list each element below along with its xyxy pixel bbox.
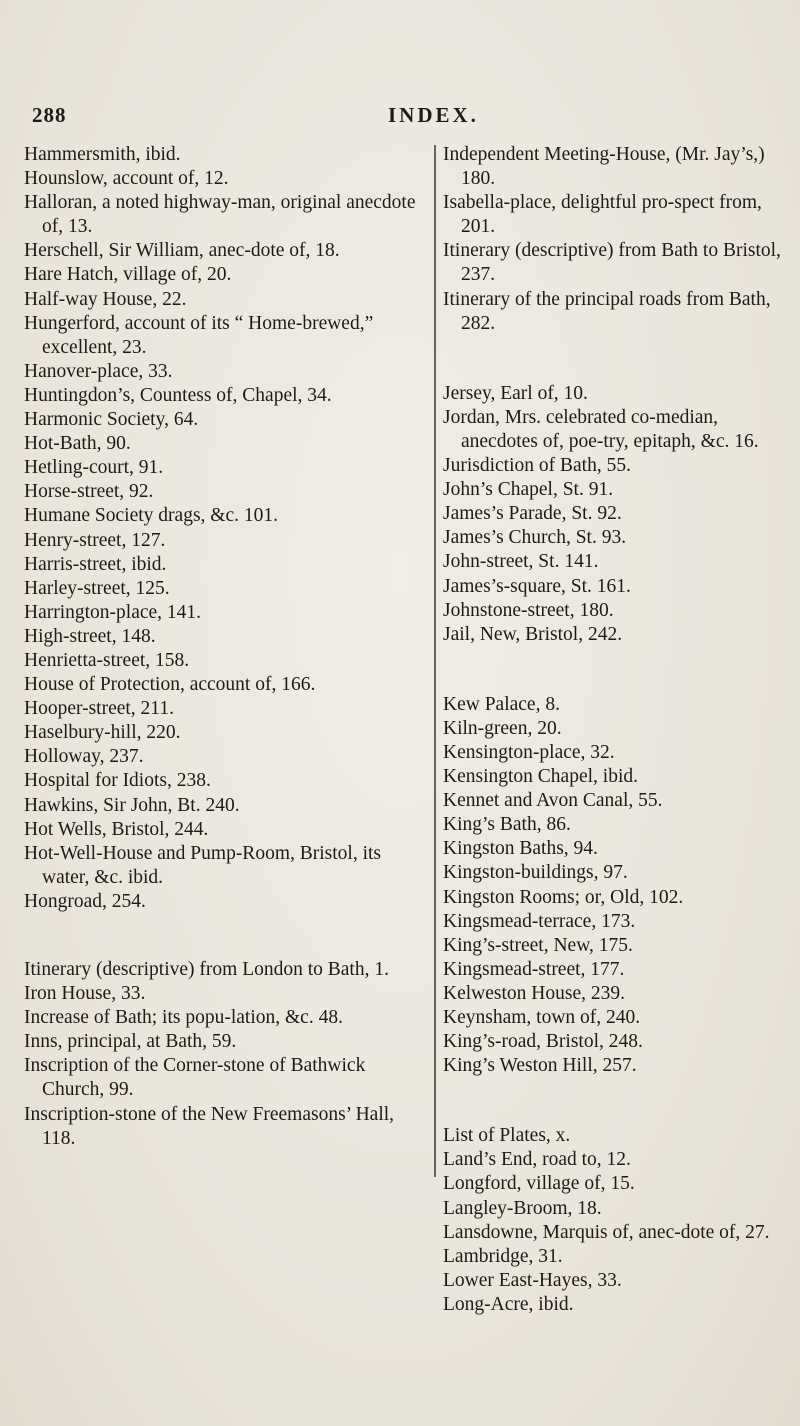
index-entry: Iron House, 33. (24, 983, 146, 1005)
index-entry: Herschell, Sir William, anec-dote of, 18. (24, 240, 340, 262)
index-entry: Kensington Chapel, ibid. (443, 766, 638, 788)
index-entry: House of Protection, account of, 166. (24, 674, 316, 696)
index-entry: Henry-street, 127. (24, 529, 166, 551)
section-gap (443, 1078, 793, 1124)
right-column (443, 143, 793, 1317)
index-entry: Harrington-place, 141. (24, 601, 202, 623)
column-divider (434, 145, 436, 1177)
index-entry: Kingston Rooms; or, Old, 102. (443, 886, 684, 908)
index-entry: Lambridge, 31. (443, 1245, 563, 1267)
index-entry: Henrietta-street, 158. (24, 649, 190, 671)
index-group-j (443, 382, 793, 647)
index-entry: Humane Society drags, &c. 101. (24, 505, 278, 527)
index-entry: Halloran, a noted highway-man, original anecdote of, 13. (24, 192, 416, 238)
index-entry: Harley-street, 125. (24, 577, 170, 599)
index-entry: Hetling-court, 91. (24, 457, 164, 479)
index-entry: High-street, 148. (24, 625, 156, 647)
index-entry: Jersey, Earl of, 10. (443, 382, 588, 404)
index-entry: Increase of Bath; its popu-lation, &c. 48. (24, 1007, 343, 1029)
index-entry: King’s Bath, 86. (443, 814, 571, 836)
index-entry: Independent Meeting-House, (Mr. Jay’s,) 180. (443, 144, 765, 190)
index-entry: Hawkins, Sir John, Bt. 240. (24, 794, 240, 816)
index-entry: Holloway, 237. (24, 746, 144, 768)
index-entry: Jordan, Mrs. celebrated co-median, anecdotes of, poe-try, epitaph, &c. 16. (443, 406, 759, 452)
index-entry: Kiln-green, 20. (443, 717, 562, 739)
left-column (24, 143, 427, 1151)
index-entry: Lower East-Hayes, 33. (443, 1269, 622, 1291)
index-entry: Longford, village of, 15. (443, 1173, 635, 1195)
index-entry: James’s Church, St. 93. (443, 527, 627, 549)
index-entry: Hospital for Idiots, 238. (24, 770, 211, 792)
index-entry: Keynsham, town of, 240. (443, 1007, 641, 1028)
index-entry: Half-way House, 22. (24, 288, 187, 310)
index-entry: List of Plates, x. (443, 1125, 571, 1147)
index-entry: Hanover-place, 33. (24, 360, 173, 382)
running-head: INDEX. (388, 103, 479, 127)
index-entry: Lansdowne, Marquis of, anec-dote of, 27. (443, 1221, 770, 1243)
index-entry: Itinerary (descriptive) from London to Bath, 1. (24, 959, 389, 980)
index-entry: James’s-square, St. 161. (443, 575, 631, 597)
index-entry: Kingsmead-street, 177. (443, 958, 625, 980)
index-entry: Hammersmith, ibid. (24, 144, 181, 165)
index-entry: King’s-road, Bristol, 248. (443, 1031, 643, 1053)
index-entry: Harris-street, ibid. (24, 553, 167, 575)
index-entry: Inscription of the Corner-stone of Bathwick Church, 99. (24, 1055, 366, 1101)
page-number: 288 (32, 103, 67, 127)
index-entry: Kingston-buildings, 97. (443, 862, 628, 884)
index-entry: Itinerary of the principal roads from Bath, 282. (443, 288, 771, 334)
index-entry: Johnstone-street, 180. (443, 599, 614, 621)
index-entry: Itinerary (descriptive) from Bath to Bristol, 237. (443, 240, 781, 286)
index-group-k (443, 693, 793, 1079)
index-entry: Hot-Well-House and Pump-Room, Bristol, its water, &c. ibid. (24, 842, 381, 888)
section-gap (443, 336, 793, 382)
index-entry: Jail, New, Bristol, 242. (443, 623, 623, 645)
index-entry: Land’s End, road to, 12. (443, 1149, 631, 1171)
index-entry: Hounslow, account of, 12. (24, 168, 229, 190)
section-gap (24, 914, 427, 958)
index-entry: Kingston Baths, 94. (443, 838, 598, 860)
index-entry: Isabella-place, delightful pro-spect from, 201. (443, 192, 762, 238)
index-entry: Hooper-street, 211. (24, 698, 174, 720)
index-entry: Kelweston House, 239. (443, 982, 625, 1004)
index-entry: Hungerford, account of its “ Home-brewed,” excellent, 23. (24, 312, 374, 358)
index-group-h (24, 143, 427, 914)
index-entry: Inns, principal, at Bath, 59. (24, 1031, 237, 1053)
index-entry: Inscription-stone of the New Freemasons’ Hall, 118. (24, 1103, 395, 1149)
index-entry: King’s Weston Hill, 257. (443, 1055, 637, 1077)
index-entry: Huntingdon’s, Countess of, Chapel, 34. (24, 384, 332, 406)
index-entry: King’s-street, New, 175. (443, 934, 633, 956)
index-group-l (443, 1124, 793, 1317)
section-gap (443, 647, 793, 693)
index-entry: Kew Palace, 8. (443, 693, 560, 715)
index-group-i-left (24, 958, 427, 1151)
index-entry: Jurisdiction of Bath, 55. (443, 455, 631, 477)
index-entry: Hare Hatch, village of, 20. (24, 264, 232, 286)
index-entry: Hongroad, 254. (24, 890, 146, 912)
index-entry: Kensington-place, 32. (443, 741, 615, 763)
index-entry: John’s Chapel, St. 91. (443, 479, 614, 501)
index-entry: Kennet and Avon Canal, 55. (443, 790, 663, 812)
index-entry: Long-Acre, ibid. (443, 1293, 574, 1315)
index-entry: Horse-street, 92. (24, 481, 154, 503)
index-entry: Langley-Broom, 18. (443, 1197, 602, 1219)
index-entry: John-street, St. 141. (443, 551, 599, 573)
index-entry: Haselbury-hill, 220. (24, 722, 181, 744)
index-entry: Harmonic Society, 64. (24, 409, 199, 431)
index-entry: Kingsmead-terrace, 173. (443, 910, 636, 932)
index-entry: Hot-Bath, 90. (24, 433, 131, 455)
index-entry: James’s Parade, St. 92. (443, 503, 622, 525)
page-header (0, 103, 800, 143)
index-entry: Hot Wells, Bristol, 244. (24, 818, 209, 840)
index-group-i-right (443, 143, 793, 336)
